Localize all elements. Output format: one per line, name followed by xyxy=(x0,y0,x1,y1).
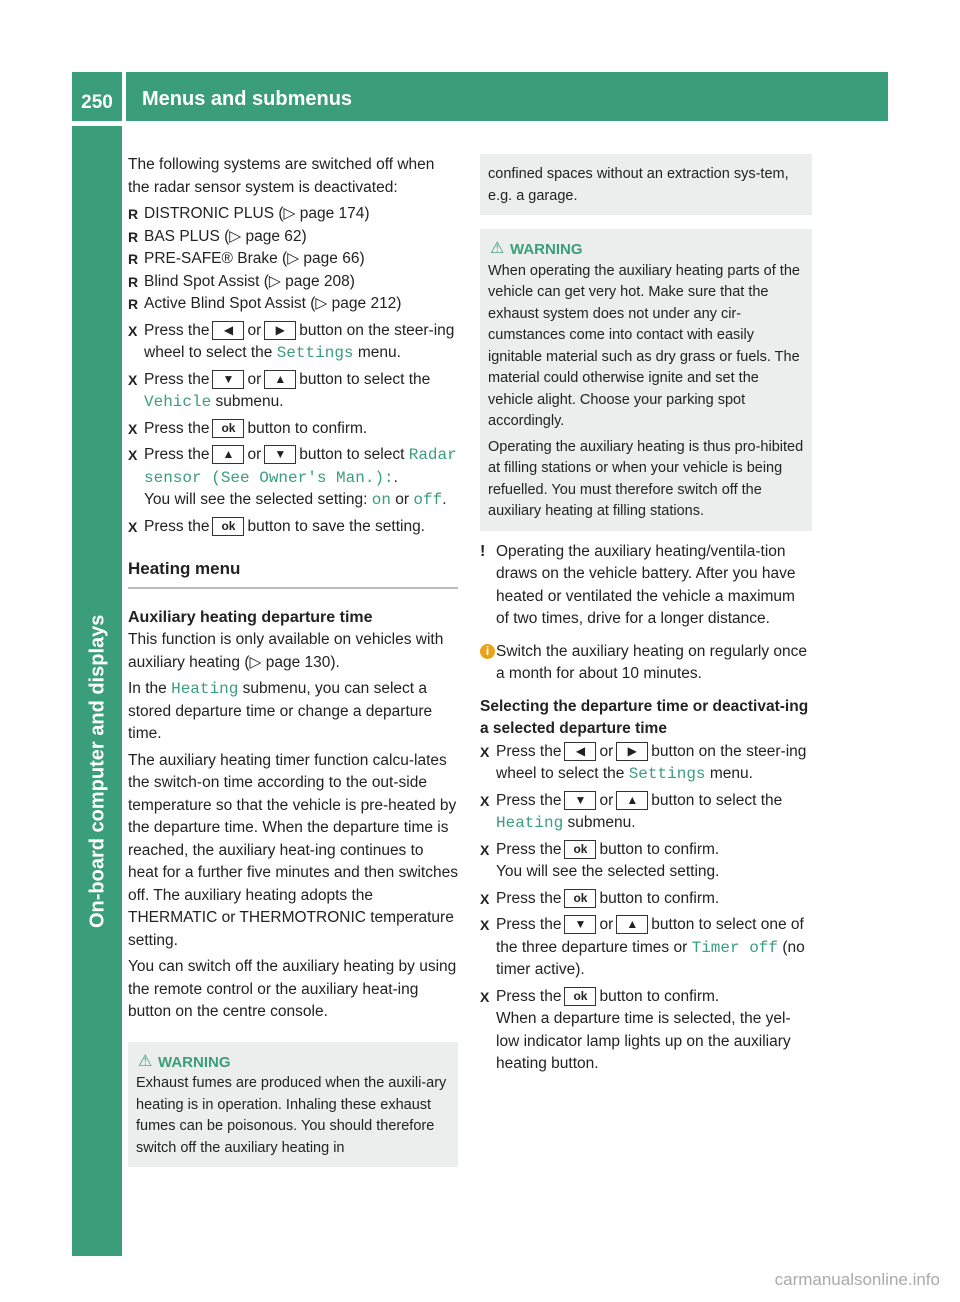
warning-text: Exhaust fumes are produced when the auxili-ary heating is in operation. Inhaling these exhaust fumes can be poisonous. You should therefore switch off the auxiliary heating in xyxy=(136,1075,447,1156)
instruction-step: X Press the ok button to confirm. xyxy=(480,888,812,911)
instruction-step: X Press the ◀ or ▶ button on the steer-ing wheel to select the Settings menu. xyxy=(480,741,812,786)
right-arrow-key-icon: ▶ xyxy=(616,742,648,761)
subsection-heading: Auxiliary heating departure time xyxy=(128,608,373,626)
left-arrow-key-icon: ◀ xyxy=(564,742,596,761)
info-icon: i xyxy=(480,644,495,659)
up-arrow-key-icon: ▲ xyxy=(616,915,648,934)
instruction-step: X Press the ok button to confirm. When a departure time is selected, the yel-low indicator lamp lights up on the auxiliary heating button. xyxy=(480,986,812,1076)
list-item: R DISTRONIC PLUS (▷ page 174) xyxy=(128,203,458,226)
warning-text: Operating the auxiliary heating is thus pro-hibited at filling stations or when your vehicle is being refuelled. You must therefore switch off the auxiliary heating at filling stations. xyxy=(488,438,804,519)
list-item: R Active Blind Spot Assist (▷ page 212) xyxy=(128,293,458,316)
ok-key-icon: ok xyxy=(212,517,244,536)
instruction-step: X Press the ok button to confirm. You will see the selected setting. xyxy=(480,839,812,884)
ok-key-icon: ok xyxy=(564,987,596,1006)
note-battery: ! Operating the auxiliary heating/ventila-tion draws on the vehicle battery. After you have heated or ventilated the vehicle a maximum of two times, drive for a longer distance. xyxy=(480,542,796,627)
warning-box xyxy=(480,229,812,531)
left-arrow-key-icon: ◀ xyxy=(212,321,244,340)
watermark: carmanualsonline.info xyxy=(774,1270,940,1289)
up-arrow-key-icon: ▲ xyxy=(212,445,244,464)
section-label: On-board computer and displays xyxy=(86,614,109,928)
ok-key-icon: ok xyxy=(564,840,596,859)
warning-text: confined spaces without an extraction sys-tem, e.g. a garage. xyxy=(488,166,789,204)
right-arrow-key-icon: ▶ xyxy=(264,321,296,340)
page-title: Menus and submenus xyxy=(142,88,353,110)
list-item: R PRE-SAFE® Brake (▷ page 66) xyxy=(128,248,458,271)
down-arrow-key-icon: ▼ xyxy=(264,445,296,464)
up-arrow-key-icon: ▲ xyxy=(264,370,296,389)
instruction-step: X Press the ▼ or ▲ button to select one of the three departure times or Timer off (no timer active). xyxy=(480,914,812,982)
warning-text: When operating the auxiliary heating parts of the vehicle can get very hot. Make sure that the exhaust system does not under any cir-cumstances come into contact with easily ignitable material such as dry grass or fuels. The material could otherwise ignite and set the vehicle alight. Choose your parking spot accordingly. xyxy=(488,262,800,429)
paragraph: In the Heating submenu, you can select a stored departure time or change a departure time. xyxy=(128,680,433,742)
list-item: R BAS PLUS (▷ page 62) xyxy=(128,226,458,249)
list-item: R Blind Spot Assist (▷ page 208) xyxy=(128,271,458,294)
down-arrow-key-icon: ▼ xyxy=(564,791,596,810)
paragraph: You can switch off the auxiliary heating by using the remote control or the auxiliary heat-ing button on the centre console. xyxy=(128,958,457,1020)
page-number: 250 xyxy=(72,72,122,121)
warning-box-continued xyxy=(480,154,812,215)
paragraph: This function is only available on vehicles with auxiliary heating (▷ page 130). xyxy=(128,631,444,671)
intro-text: The following systems are switched off when the radar sensor system is deactivated: xyxy=(128,156,435,196)
left-column xyxy=(128,154,458,1167)
warning-box xyxy=(128,1042,458,1168)
down-arrow-key-icon: ▼ xyxy=(212,370,244,389)
instruction-step: X Press the ◀ or ▶ button on the steer-ing wheel to select the Settings menu. xyxy=(128,320,458,365)
instruction-step: X Press the ok button to save the setting. xyxy=(128,516,458,539)
ok-key-icon: ok xyxy=(212,419,244,438)
ok-key-icon: ok xyxy=(564,889,596,908)
warning-title: ⚠ WARNING xyxy=(488,239,804,261)
exclamation-icon: ! xyxy=(480,542,486,560)
instruction-step: X Press the ▼ or ▲ button to select the Vehicle submenu. xyxy=(128,369,458,414)
instruction-step: X Press the ok button to confirm. xyxy=(128,418,458,441)
section-heading: Heating menu xyxy=(128,558,458,589)
warning-title: ⚠ WARNING xyxy=(136,1052,450,1074)
down-arrow-key-icon: ▼ xyxy=(564,915,596,934)
up-arrow-key-icon: ▲ xyxy=(616,791,648,810)
paragraph: The auxiliary heating timer function calcu-lates the switch-on time according to the out-side temperature so that the vehicle is pre-heated by the departure time. When the departure time is reached, the auxiliary heat-ing continues to heat for a further five minutes and then switches off. The auxiliary heating adopts the THERMATIC or THERMOTRONIC temperature setting. xyxy=(128,751,458,949)
note-info: i Switch the auxiliary heating on regularly once a month for about 10 minutes. xyxy=(480,641,812,686)
right-column xyxy=(480,154,812,1080)
section-heading: Selecting the departure time or deactivat-ing a selected departure time xyxy=(480,697,809,737)
instruction-step: X Press the ▼ or ▲ button to select the Heating submenu. xyxy=(480,790,812,835)
instruction-step: X Press the ▲ or ▼ button to select Radar sensor (See Owner's Man.):. You will see the selected setting: on or off. xyxy=(128,444,458,512)
